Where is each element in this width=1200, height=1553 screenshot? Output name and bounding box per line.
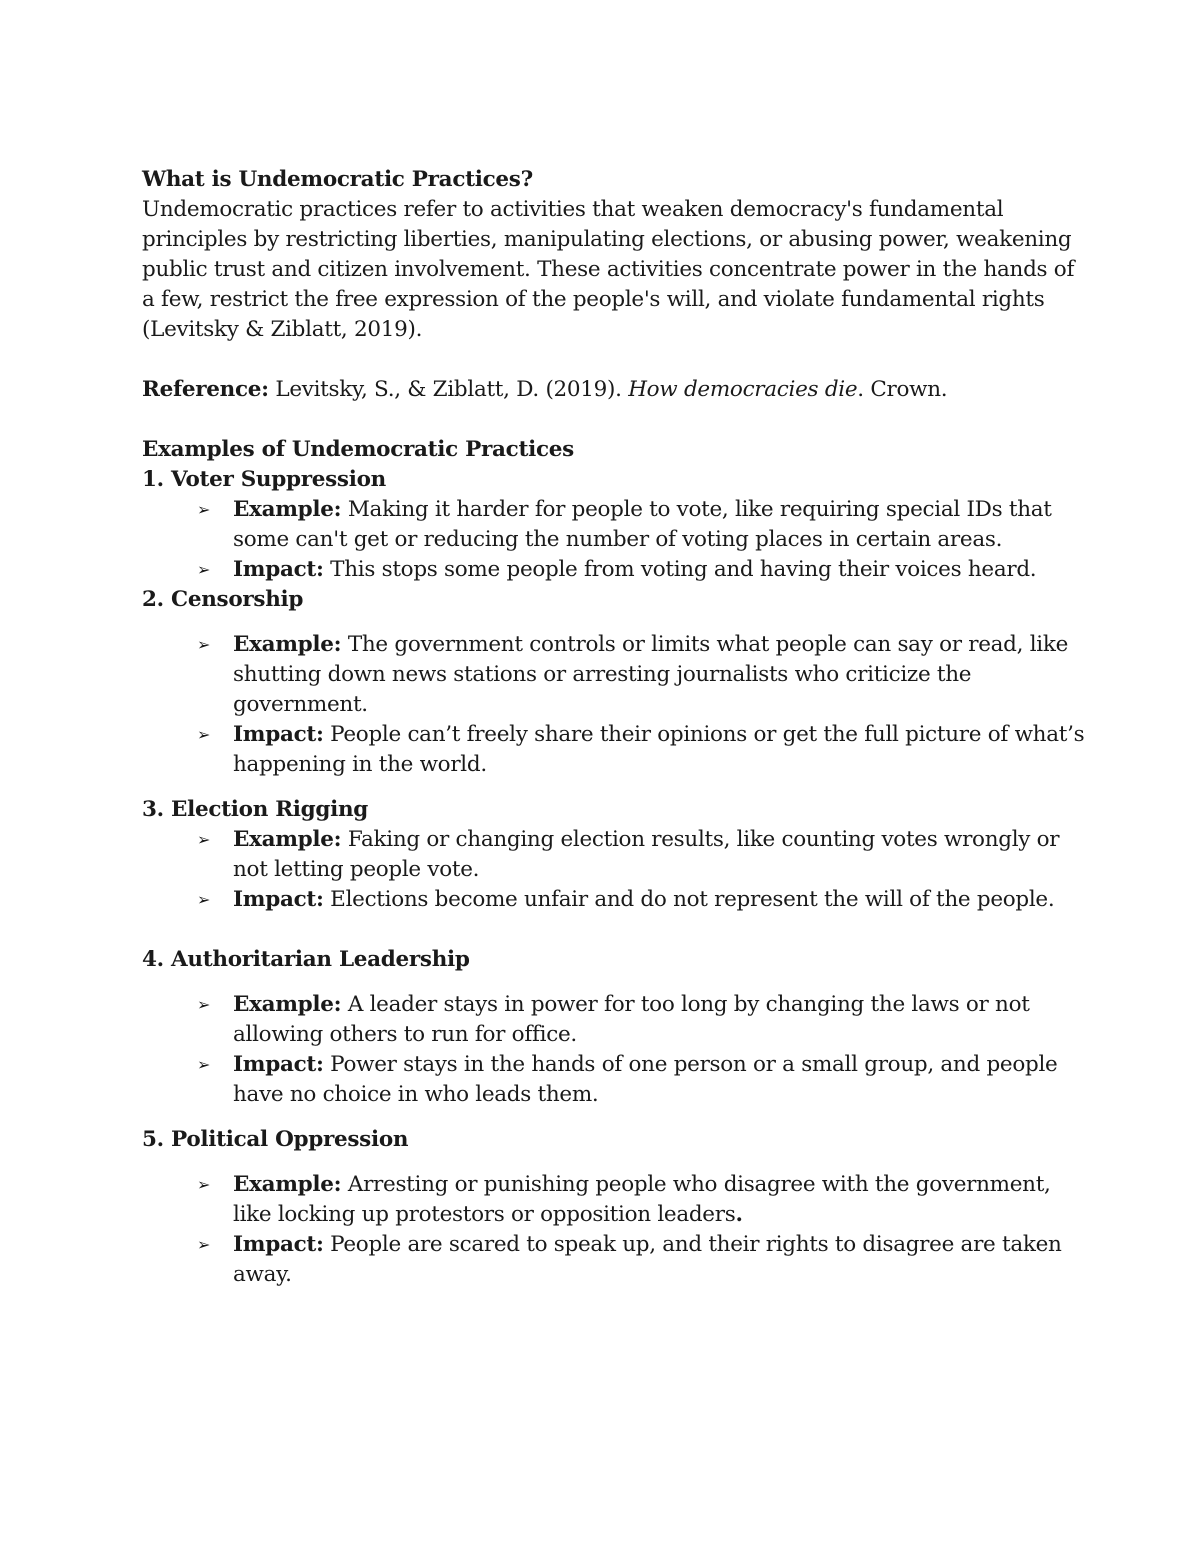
list-item [197,630,1092,720]
section-title: 1. Voter Suppression [142,467,386,492]
example-label: Example: [233,827,342,852]
impact-text: People are scared to speak up, and their rights to disagree are taken away. [233,1232,1062,1287]
list-item [197,825,1092,885]
reference-book-title: How democracies die [628,377,858,402]
list-item [197,1050,1092,1110]
list-item [197,720,1092,780]
example-text-end: . [735,1202,743,1227]
impact-label: Impact: [233,722,324,747]
document-body [142,165,1092,1290]
example-text: Arresting or punishing people who disagree with the government, like locking up protestors or opposition leaders [233,1172,1051,1227]
impact-label: Impact: [233,557,324,582]
arrow-bullet-icon: ➢ [197,635,211,654]
section-bullets [142,825,1092,915]
list-item [197,885,1092,915]
section-bullets [142,990,1092,1110]
impact-label: Impact: [233,887,324,912]
example-text: Faking or changing election results, like counting votes wrongly or not letting people vote. [233,827,1060,882]
impact-text: Elections become unfair and do not represent the will of the people. [323,887,1055,912]
list-item [197,555,1092,585]
list-item [197,990,1092,1050]
examples-heading: Examples of Undemocratic Practices [142,437,574,462]
list-item [197,495,1092,555]
reference-authors: Levitsky, S., & Ziblatt, D. (2019). [268,377,629,402]
section-title: 4. Authoritarian Leadership [142,947,470,972]
intro-body: Undemocratic practices refer to activities that weaken democracy's fundamental principles by restricting liberties, manipulating elections, or abusing power, weakening public trust and citizen involvement. These activities concentrate power in the hands of a few, restrict the free expression of the people's will, and violate fundamental rights (Levitsky & Ziblatt, 2019). [142,197,1075,342]
arrow-bullet-icon: ➢ [197,500,211,519]
example-label: Example: [233,632,342,657]
arrow-bullet-icon: ➢ [197,995,211,1014]
reference-label: Reference: [142,377,269,402]
arrow-bullet-icon: ➢ [197,830,211,849]
section-bullets [142,630,1092,780]
impact-label: Impact: [233,1052,324,1077]
impact-text: Power stays in the hands of one person or a small group, and people have no choice in who leads them. [233,1052,1058,1107]
arrow-bullet-icon: ➢ [197,890,211,909]
arrow-bullet-icon: ➢ [197,1175,211,1194]
arrow-bullet-icon: ➢ [197,1055,211,1074]
section-bullets [142,1170,1092,1290]
section-title: 3. Election Rigging [142,797,369,822]
example-label: Example: [233,497,342,522]
impact-text: This stops some people from voting and having their voices heard. [323,557,1037,582]
impact-text: People can’t freely share their opinions or get the full picture of what’s happening in the world. [233,722,1085,777]
section-bullets [142,495,1092,585]
section-title: 5. Political Oppression [142,1127,409,1152]
example-text: Making it harder for people to vote, like requiring special IDs that some can't get or reducing the number of voting places in certain areas. [233,497,1052,552]
example-label: Example: [233,992,342,1017]
arrow-bullet-icon: ➢ [197,560,211,579]
impact-label: Impact: [233,1232,324,1257]
arrow-bullet-icon: ➢ [197,1235,211,1254]
arrow-bullet-icon: ➢ [197,725,211,744]
example-text: The government controls or limits what people can say or read, like shutting down news stations or arresting journalists who criticize the government. [233,632,1068,717]
reference-line [142,375,1092,405]
list-item [197,1230,1092,1290]
list-item [197,1170,1092,1230]
example-text: A leader stays in power for too long by changing the laws or not allowing others to run for office. [233,992,1030,1047]
section-title: 2. Censorship [142,587,304,612]
reference-publisher: . Crown. [857,377,948,402]
intro-title: What is Undemocratic Practices? [142,167,533,192]
example-label: Example: [233,1172,342,1197]
